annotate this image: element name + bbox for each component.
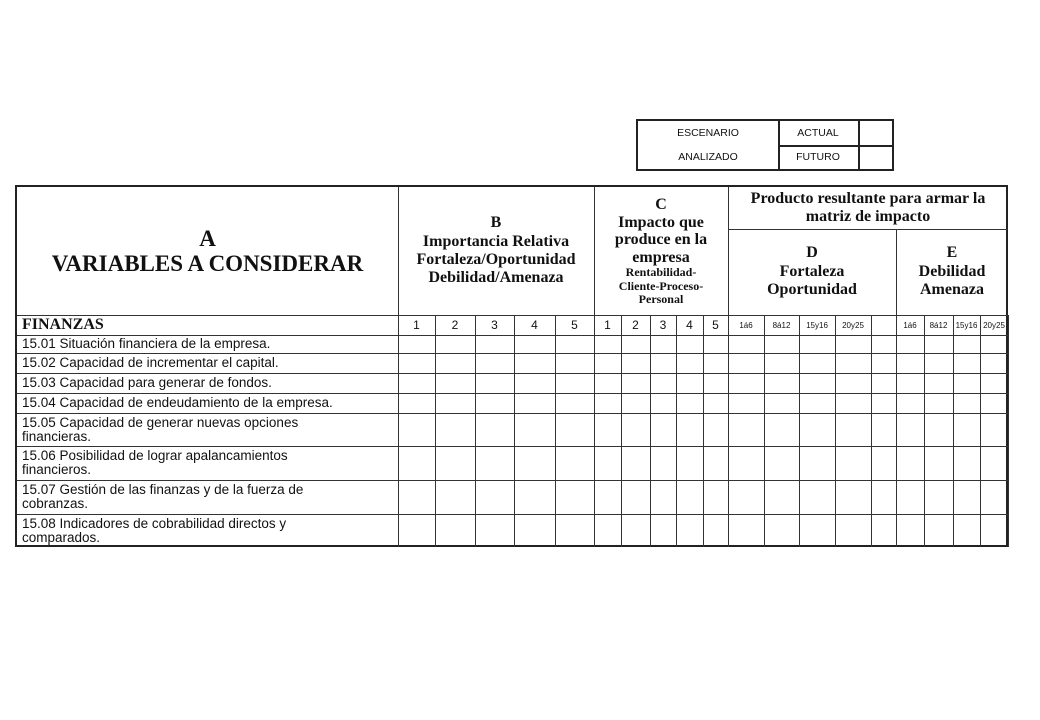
score-cell[interactable] (435, 373, 475, 393)
header-c-line3: empresa (632, 248, 690, 266)
score-cell[interactable] (703, 446, 728, 480)
score-cell[interactable] (799, 373, 835, 393)
score-cell[interactable] (398, 373, 435, 393)
header-d-line1: Fortaleza (779, 262, 845, 280)
header-product (728, 187, 1008, 229)
score-cell[interactable] (621, 446, 650, 480)
score-cell[interactable] (924, 446, 953, 480)
score-cell[interactable] (435, 446, 475, 480)
score-cell[interactable] (514, 373, 555, 393)
score-cell[interactable] (398, 393, 435, 413)
score-cell[interactable] (953, 480, 980, 514)
score-cell[interactable] (924, 413, 953, 446)
score-cell[interactable] (650, 335, 676, 353)
score-cell[interactable] (835, 393, 871, 413)
score-cell[interactable] (980, 335, 1008, 353)
score-cell[interactable] (514, 446, 555, 480)
score-cell[interactable] (728, 480, 764, 514)
row-label-line: 15.05 Capacidad de generar nuevas opciones (22, 414, 299, 430)
header-c-line5: Cliente-Proceso- (618, 278, 704, 293)
grid-vline (924, 315, 925, 547)
score-cell[interactable] (514, 335, 555, 353)
grid-vline (621, 315, 622, 547)
e-range-3: 15y16 (955, 320, 978, 330)
d-range-4: 20y25 (842, 320, 864, 330)
score-cell[interactable] (728, 514, 764, 547)
grid-vline (728, 187, 729, 547)
score-cell[interactable] (799, 393, 835, 413)
c-scale-4: 4 (686, 318, 693, 332)
score-cell[interactable] (703, 373, 728, 393)
score-cell[interactable] (953, 353, 980, 373)
score-cell[interactable] (594, 413, 621, 446)
grid-hline (17, 335, 1008, 336)
score-cell[interactable] (676, 335, 703, 353)
score-cell[interactable] (896, 514, 924, 547)
scenario-futuro: FUTURO (796, 151, 840, 163)
table-row (17, 335, 398, 353)
row-label-line: 15.07 Gestión de las finanzas y de la fuerza de (22, 482, 304, 497)
header-e-line1: Debilidad (918, 262, 986, 280)
c-scale-2: 2 (632, 318, 639, 332)
header-b-line3: Debilidad/Amenaza (428, 269, 564, 287)
d-range-3: 15y16 (806, 320, 828, 330)
score-cell[interactable] (435, 353, 475, 373)
grid-hline (17, 353, 1008, 354)
score-cell[interactable] (676, 514, 703, 547)
score-cell[interactable] (871, 514, 896, 547)
e-range-1: 1á6 (903, 320, 917, 330)
score-cell[interactable] (980, 514, 1008, 547)
score-cell[interactable] (871, 335, 896, 353)
grid-vline (896, 229, 897, 547)
header-d (728, 229, 896, 315)
grid-vline (435, 315, 436, 547)
score-cell[interactable] (676, 413, 703, 446)
score-cell[interactable] (871, 446, 896, 480)
score-cell[interactable] (398, 353, 435, 373)
score-cell[interactable] (980, 353, 1008, 373)
header-b (398, 187, 594, 315)
score-cell[interactable] (514, 353, 555, 373)
score-cell[interactable] (650, 413, 676, 446)
score-cell[interactable] (594, 446, 621, 480)
row-label (22, 517, 286, 545)
score-cell[interactable] (728, 393, 764, 413)
b-scale-3: 3 (491, 318, 498, 332)
grid-hline (17, 393, 1008, 394)
score-cell[interactable] (953, 393, 980, 413)
row-label-line: 15.06 Posibilidad de lograr apalancamientos (22, 448, 288, 463)
header-d-letter: D (806, 244, 818, 262)
grid-hline (17, 373, 1008, 374)
score-cell[interactable] (896, 480, 924, 514)
grid-hline (17, 446, 1008, 447)
score-cell[interactable] (980, 393, 1008, 413)
row-label (22, 337, 270, 351)
score-cell[interactable] (398, 446, 435, 480)
score-cell[interactable] (764, 446, 799, 480)
grid-vline (514, 315, 515, 547)
grid-vline (650, 315, 651, 547)
score-cell[interactable] (953, 514, 980, 547)
table-row (17, 353, 398, 373)
score-cell[interactable] (621, 393, 650, 413)
score-cell[interactable] (621, 373, 650, 393)
b-scale-2: 2 (451, 318, 459, 332)
score-cell[interactable] (650, 373, 676, 393)
score-cell[interactable] (799, 335, 835, 353)
row-label-line: 15.02 Capacidad de incrementar el capital. (22, 355, 279, 370)
score-cell[interactable] (435, 393, 475, 413)
header-d-line2: Oportunidad (767, 281, 857, 299)
score-cell[interactable] (594, 480, 621, 514)
score-cell[interactable] (728, 335, 764, 353)
score-cell[interactable] (728, 413, 764, 446)
b-scale-4: 4 (531, 318, 538, 332)
score-cell[interactable] (594, 373, 621, 393)
score-cell[interactable] (435, 335, 475, 353)
e-range-2: 8á12 (929, 320, 948, 330)
grid-vline (1008, 315, 1009, 547)
score-cell[interactable] (621, 480, 650, 514)
grid-hline (17, 413, 1008, 414)
score-cell[interactable] (799, 480, 835, 514)
row-label (22, 449, 288, 477)
score-cell[interactable] (728, 353, 764, 373)
score-cell[interactable] (764, 393, 799, 413)
score-cell[interactable] (728, 446, 764, 480)
score-cell[interactable] (896, 373, 924, 393)
score-cell[interactable] (924, 353, 953, 373)
c-scale-5: 5 (712, 318, 719, 332)
score-cell[interactable] (799, 514, 835, 547)
score-cell[interactable] (435, 514, 475, 547)
grid-vline (953, 315, 954, 547)
score-cell[interactable] (980, 413, 1008, 446)
header-c-line2: produce en la (614, 231, 708, 249)
e-range-4: 20y25 (983, 320, 1005, 330)
d-range-2: 8á12 (772, 320, 791, 330)
c-scale-3: 3 (659, 318, 667, 332)
header-product-line2: matriz de impacto (805, 208, 931, 225)
score-cell[interactable] (398, 514, 435, 547)
score-cell[interactable] (514, 393, 555, 413)
scenario-box (636, 119, 894, 171)
score-cell[interactable] (799, 446, 835, 480)
score-cell[interactable] (555, 514, 594, 547)
score-cell[interactable] (799, 353, 835, 373)
grid-vline (764, 315, 765, 547)
score-cell[interactable] (896, 446, 924, 480)
grid-vline (703, 315, 704, 547)
grid-hline (728, 229, 1008, 230)
score-cell[interactable] (980, 480, 1008, 514)
score-cell[interactable] (514, 413, 555, 446)
grid-vline (555, 315, 556, 547)
header-c (594, 187, 728, 315)
score-cell[interactable] (764, 413, 799, 446)
score-cell[interactable] (835, 514, 871, 547)
scenario-label-line1: ESCENARIO (677, 127, 739, 139)
score-cell[interactable] (871, 353, 896, 373)
score-cell[interactable] (924, 335, 953, 353)
score-cell[interactable] (475, 335, 514, 353)
score-cell[interactable] (594, 393, 621, 413)
score-cell[interactable] (835, 353, 871, 373)
score-cell[interactable] (871, 373, 896, 393)
score-cell[interactable] (835, 373, 871, 393)
score-cell[interactable] (621, 413, 650, 446)
table-row (17, 373, 398, 393)
score-cell[interactable] (703, 413, 728, 446)
row-label-line: financieros. (22, 462, 92, 477)
score-cell[interactable] (650, 514, 676, 547)
table-row (17, 480, 398, 514)
score-cell[interactable] (871, 413, 896, 446)
score-cell[interactable] (555, 446, 594, 480)
score-cell[interactable] (555, 480, 594, 514)
grid-vline (835, 315, 836, 547)
header-e (896, 229, 1008, 315)
score-cell[interactable] (871, 393, 896, 413)
row-label-line: financieras. (22, 428, 92, 444)
row-label-line: 15.04 Capacidad de endeudamiento de la empresa. (22, 395, 333, 410)
score-cell[interactable] (435, 413, 475, 446)
score-cell[interactable] (924, 514, 953, 547)
table-row (17, 393, 398, 413)
scenario-label-line2: ANALIZADO (678, 151, 738, 163)
grid-vline (871, 315, 872, 547)
score-cell[interactable] (435, 480, 475, 514)
row-label-line: comparados. (22, 529, 101, 545)
score-cell[interactable] (475, 373, 514, 393)
score-cell[interactable] (398, 335, 435, 353)
row-label-line: 15.08 Indicadores de cobrabilidad directos y (22, 515, 287, 531)
score-cell[interactable] (980, 373, 1008, 393)
score-cell[interactable] (835, 413, 871, 446)
impact-matrix-table (15, 185, 1008, 547)
grid-vline (676, 315, 677, 547)
header-b-letter: B (490, 214, 502, 232)
header-b-line2: Fortaleza/Oportunidad (416, 251, 576, 268)
score-cell[interactable] (514, 480, 555, 514)
row-label (22, 416, 298, 444)
row-label (22, 483, 303, 511)
score-cell[interactable] (764, 480, 799, 514)
b-scale-1: 1 (413, 318, 420, 332)
score-cell[interactable] (980, 446, 1008, 480)
table-row (17, 413, 398, 446)
score-cell[interactable] (621, 335, 650, 353)
scenario-futuro-checkbox[interactable] (859, 145, 892, 169)
score-cell[interactable] (594, 353, 621, 373)
header-product-line1: Producto resultante para armar la (750, 189, 986, 207)
header-b-line1: Importancia Relativa (422, 232, 570, 250)
grid-vline (398, 187, 399, 547)
score-cell[interactable] (555, 373, 594, 393)
grid-hline (17, 315, 1008, 316)
score-cell[interactable] (896, 413, 924, 446)
header-a-title: VARIABLES A CONSIDERAR (51, 251, 364, 276)
table-row (17, 446, 398, 480)
score-cell[interactable] (896, 393, 924, 413)
score-cell[interactable] (650, 353, 676, 373)
score-cell[interactable] (475, 393, 514, 413)
score-cell[interactable] (924, 393, 953, 413)
score-cell[interactable] (650, 480, 676, 514)
score-cell[interactable] (953, 413, 980, 446)
score-cell[interactable] (650, 446, 676, 480)
row-label-line: 15.01 Situación financiera de la empresa. (22, 336, 271, 351)
score-cell[interactable] (555, 413, 594, 446)
score-cell[interactable] (703, 335, 728, 353)
score-cell[interactable] (728, 373, 764, 393)
score-cell[interactable] (621, 514, 650, 547)
d-range-1: 1á6 (739, 320, 753, 330)
score-cell[interactable] (764, 514, 799, 547)
header-a (17, 187, 398, 315)
header-c-line4: Rentabilidad- (625, 265, 697, 280)
score-cell[interactable] (764, 373, 799, 393)
grid-vline (594, 187, 595, 547)
grid-vline (799, 315, 800, 547)
score-cell[interactable] (398, 480, 435, 514)
score-cell[interactable] (514, 514, 555, 547)
score-cell[interactable] (475, 514, 514, 547)
score-cell[interactable] (924, 480, 953, 514)
score-cell[interactable] (703, 393, 728, 413)
header-a-letter: A (199, 225, 216, 251)
b-scale-5: 5 (571, 318, 578, 332)
header-c-letter: C (655, 196, 667, 214)
score-cell[interactable] (555, 335, 594, 353)
row-label (22, 356, 279, 370)
score-cell[interactable] (871, 480, 896, 514)
score-cell[interactable] (475, 446, 514, 480)
table-row (17, 514, 398, 547)
score-cell[interactable] (475, 353, 514, 373)
grid-hline (17, 480, 1008, 481)
score-cell[interactable] (475, 413, 514, 446)
section-title: FINANZAS (22, 315, 104, 333)
scenario-actual-checkbox[interactable] (859, 121, 892, 145)
score-cell[interactable] (676, 480, 703, 514)
row-label (22, 376, 272, 390)
score-cell[interactable] (555, 393, 594, 413)
score-cell[interactable] (953, 446, 980, 480)
grid-vline (475, 315, 476, 547)
score-cell[interactable] (924, 373, 953, 393)
score-cell[interactable] (676, 393, 703, 413)
score-cell[interactable] (676, 446, 703, 480)
header-e-line2: Amenaza (920, 281, 984, 299)
score-cell[interactable] (953, 373, 980, 393)
score-cell[interactable] (621, 353, 650, 373)
score-cell[interactable] (703, 514, 728, 547)
grid-vline (980, 315, 981, 547)
row-label (22, 396, 333, 410)
score-cell[interactable] (896, 353, 924, 373)
score-cell[interactable] (650, 393, 676, 413)
score-cell[interactable] (475, 480, 514, 514)
score-cell[interactable] (594, 335, 621, 353)
score-cell[interactable] (835, 446, 871, 480)
score-cell[interactable] (555, 353, 594, 373)
score-cell[interactable] (676, 353, 703, 373)
header-c-line6: Personal (638, 291, 684, 306)
score-cell[interactable] (398, 413, 435, 446)
score-cell[interactable] (799, 413, 835, 446)
score-cell[interactable] (896, 335, 924, 353)
header-c-line1: Impacto que (618, 213, 704, 231)
score-cell[interactable] (835, 335, 871, 353)
score-cell[interactable] (703, 353, 728, 373)
header-e-letter: E (946, 244, 958, 262)
row-label-line: 15.03 Capacidad para generar de fondos. (22, 375, 272, 390)
row-label-line: cobranzas. (22, 496, 89, 511)
score-cell[interactable] (703, 480, 728, 514)
grid-hline (17, 514, 1008, 515)
scenario-actual: ACTUAL (797, 127, 839, 139)
score-cell[interactable] (676, 373, 703, 393)
score-cell[interactable] (764, 353, 799, 373)
c-scale-1: 1 (604, 318, 611, 332)
score-cell[interactable] (764, 335, 799, 353)
score-cell[interactable] (594, 514, 621, 547)
score-cell[interactable] (835, 480, 871, 514)
score-cell[interactable] (953, 335, 980, 353)
